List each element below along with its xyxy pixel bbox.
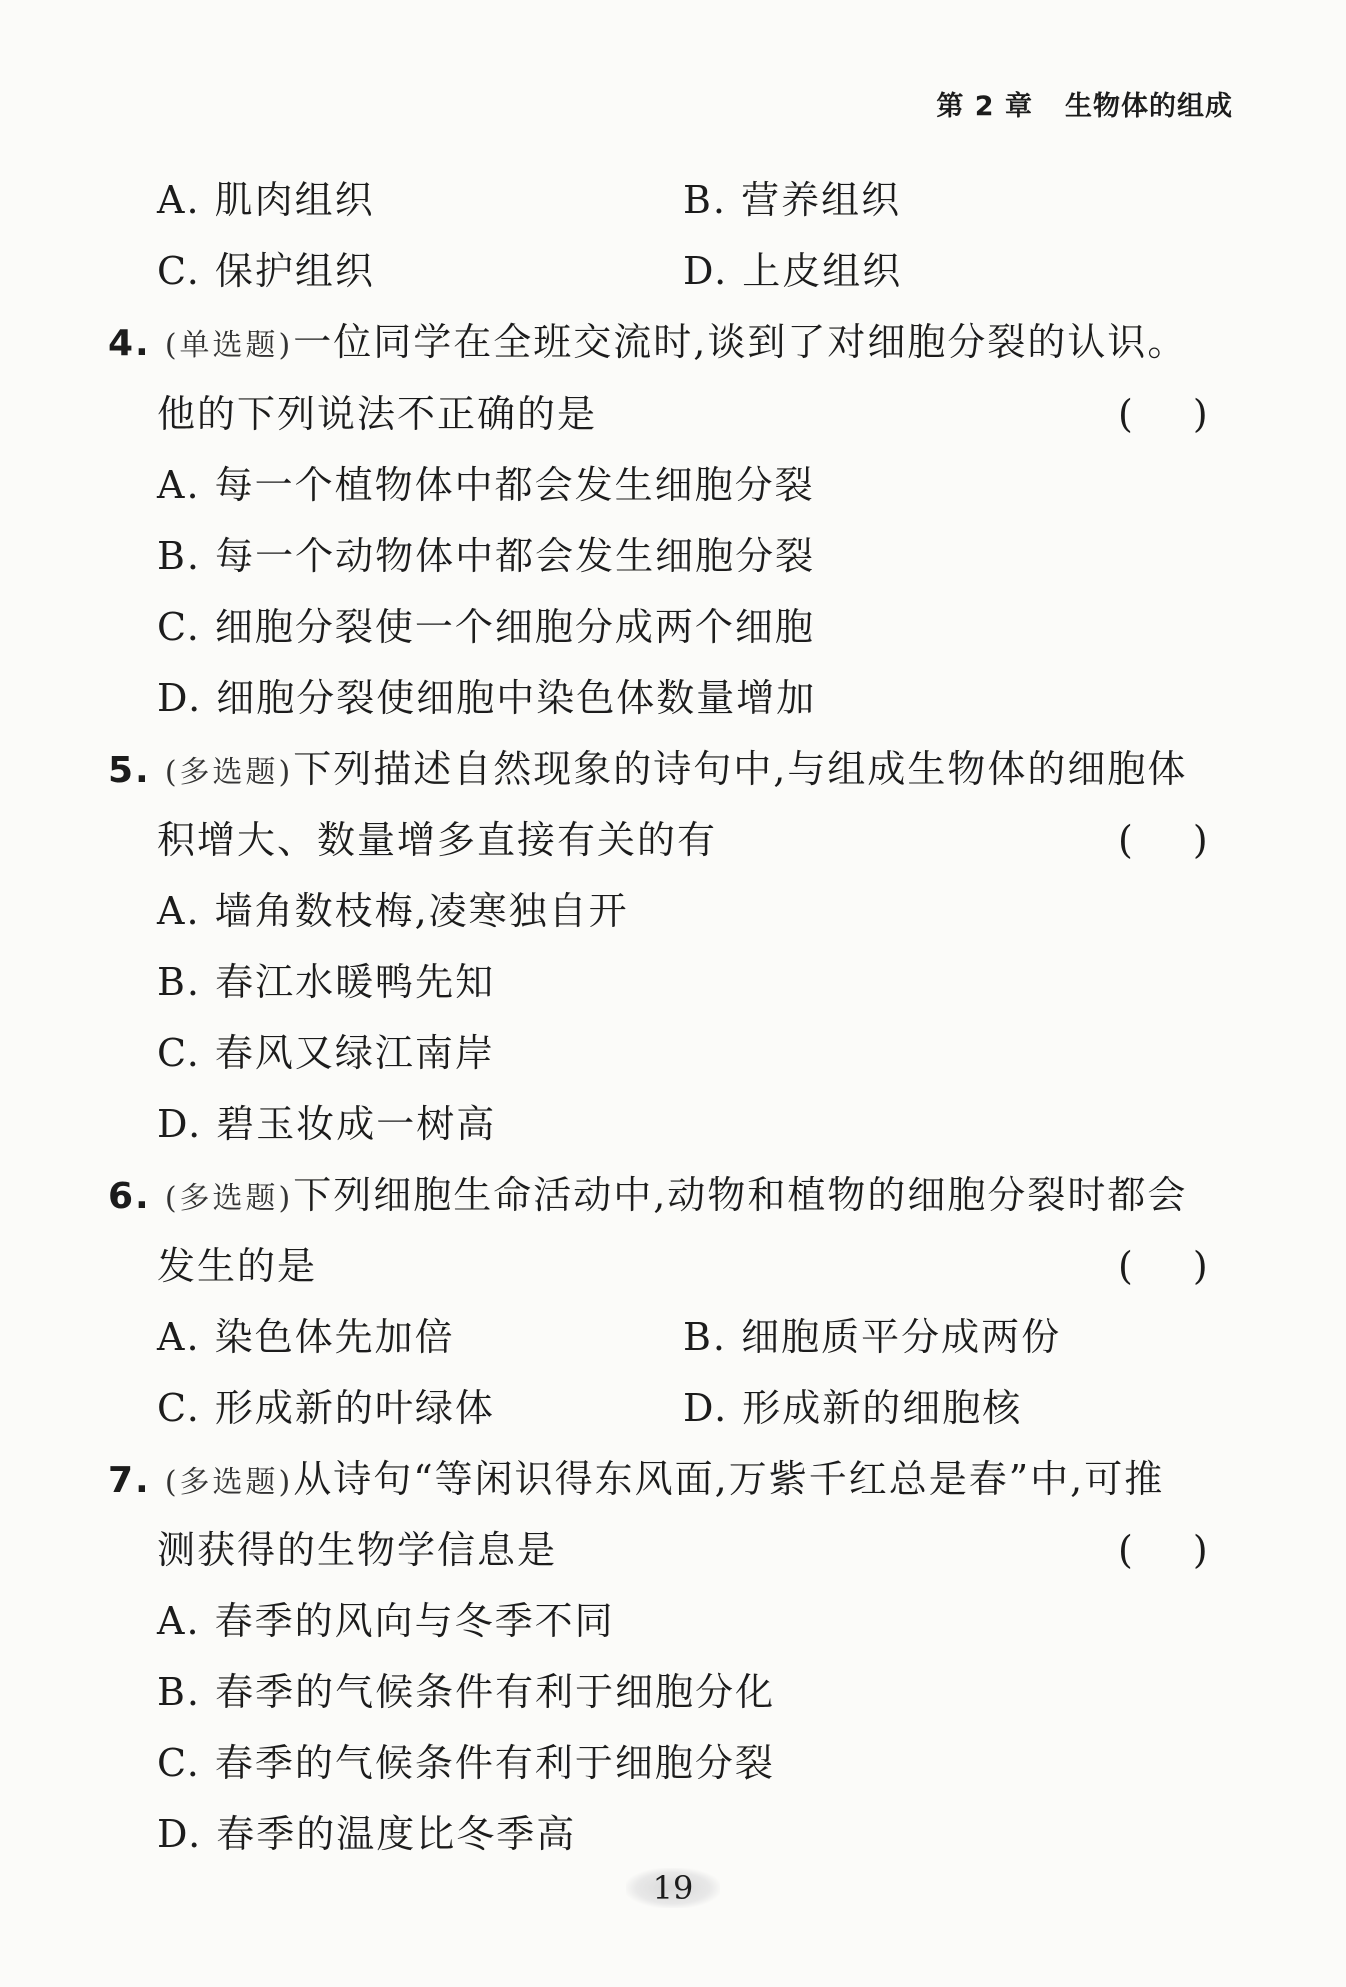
q5-stem-text1: 下列描述自然现象的诗句中,与组成生物体的细胞体 bbox=[293, 747, 1188, 791]
q5-option-d: D. 碧玉妆成一树高 bbox=[157, 1102, 497, 1146]
q6-paren-close: ) bbox=[1192, 1244, 1208, 1288]
q7-type: (多选题) bbox=[164, 1465, 294, 1500]
q7-stem-line1 bbox=[108, 1455, 1164, 1507]
q4-option-d: D. 细胞分裂使细胞中染色体数量增加 bbox=[157, 676, 817, 720]
q5-option-a: A. 墙角数枝梅,凌寒独自开 bbox=[157, 889, 629, 933]
q7-option-c: C. 春季的气候条件有利于细胞分裂 bbox=[157, 1741, 775, 1785]
q6-stem-text1: 下列细胞生命活动中,动物和植物的细胞分裂时都会 bbox=[293, 1173, 1188, 1217]
q4-option-c: C. 细胞分裂使一个细胞分成两个细胞 bbox=[157, 605, 815, 649]
q6-stem-line2: 发生的是 bbox=[157, 1244, 318, 1288]
q6-option-c: C. 形成新的叶绿体 bbox=[157, 1386, 495, 1430]
q7-option-b: B. 春季的气候条件有利于细胞分化 bbox=[157, 1670, 776, 1714]
q7-option-a: A. 春季的风向与冬季不同 bbox=[157, 1599, 615, 1643]
page-number: 19 bbox=[626, 1868, 720, 1908]
q4-stem-text1: 一位同学在全班交流时,谈到了对细胞分裂的认识。 bbox=[293, 320, 1188, 364]
q4-type: (单选题) bbox=[164, 328, 294, 363]
q3-option-d: D. 上皮组织 bbox=[683, 249, 903, 293]
q3-option-c: C. 保护组织 bbox=[157, 249, 375, 293]
q4-paren-open: ( bbox=[1118, 392, 1133, 436]
q5-paren-close: ) bbox=[1192, 818, 1208, 862]
q7-number: 7. bbox=[108, 1460, 151, 1501]
q6-number: 6. bbox=[108, 1176, 151, 1217]
chapter-header bbox=[936, 84, 1233, 123]
q5-paren-open: ( bbox=[1118, 818, 1133, 862]
q6-option-a: A. 染色体先加倍 bbox=[157, 1315, 455, 1359]
q4-number: 4. bbox=[108, 323, 151, 364]
q5-option-c: C. 春风又绿江南岸 bbox=[157, 1031, 495, 1075]
q6-stem-line1 bbox=[108, 1171, 1187, 1223]
q3-option-a: A. 肌肉组织 bbox=[157, 178, 375, 222]
q7-option-d: D. 春季的温度比冬季高 bbox=[157, 1812, 577, 1856]
chapter-title: 生物体的组成 bbox=[1065, 91, 1233, 122]
q6-option-b: B. 细胞质平分成两份 bbox=[683, 1315, 1062, 1359]
q4-stem-line1 bbox=[108, 318, 1187, 370]
q4-paren-close: ) bbox=[1192, 392, 1208, 436]
q6-paren-open: ( bbox=[1118, 1244, 1133, 1288]
q4-option-a: A. 每一个植物体中都会发生细胞分裂 bbox=[157, 463, 815, 507]
q6-option-d: D. 形成新的细胞核 bbox=[683, 1386, 1023, 1430]
q5-answer-blank bbox=[1118, 816, 1208, 864]
q6-answer-blank bbox=[1118, 1242, 1208, 1290]
q4-option-b: B. 每一个动物体中都会发生细胞分裂 bbox=[157, 534, 816, 578]
q7-answer-blank bbox=[1118, 1526, 1208, 1574]
q5-stem-line1 bbox=[108, 745, 1187, 797]
q5-number: 5. bbox=[108, 750, 151, 791]
q7-paren-close: ) bbox=[1192, 1528, 1208, 1572]
q4-stem-line2: 他的下列说法不正确的是 bbox=[157, 392, 598, 436]
q5-option-b: B. 春江水暖鸭先知 bbox=[157, 960, 496, 1004]
q7-stem-line2: 测获得的生物学信息是 bbox=[157, 1528, 558, 1572]
q5-type: (多选题) bbox=[164, 755, 294, 790]
q7-paren-open: ( bbox=[1118, 1528, 1133, 1572]
q6-type: (多选题) bbox=[164, 1181, 294, 1216]
q7-stem-text1: 从诗句“等闲识得东风面,万紫千红总是春”中,可推 bbox=[293, 1457, 1165, 1501]
q3-option-b: B. 营养组织 bbox=[683, 178, 902, 222]
q5-stem-line2: 积增大、数量增多直接有关的有 bbox=[157, 818, 718, 862]
q4-answer-blank bbox=[1118, 390, 1208, 438]
chapter-number: 第 2 章 bbox=[936, 91, 1033, 122]
